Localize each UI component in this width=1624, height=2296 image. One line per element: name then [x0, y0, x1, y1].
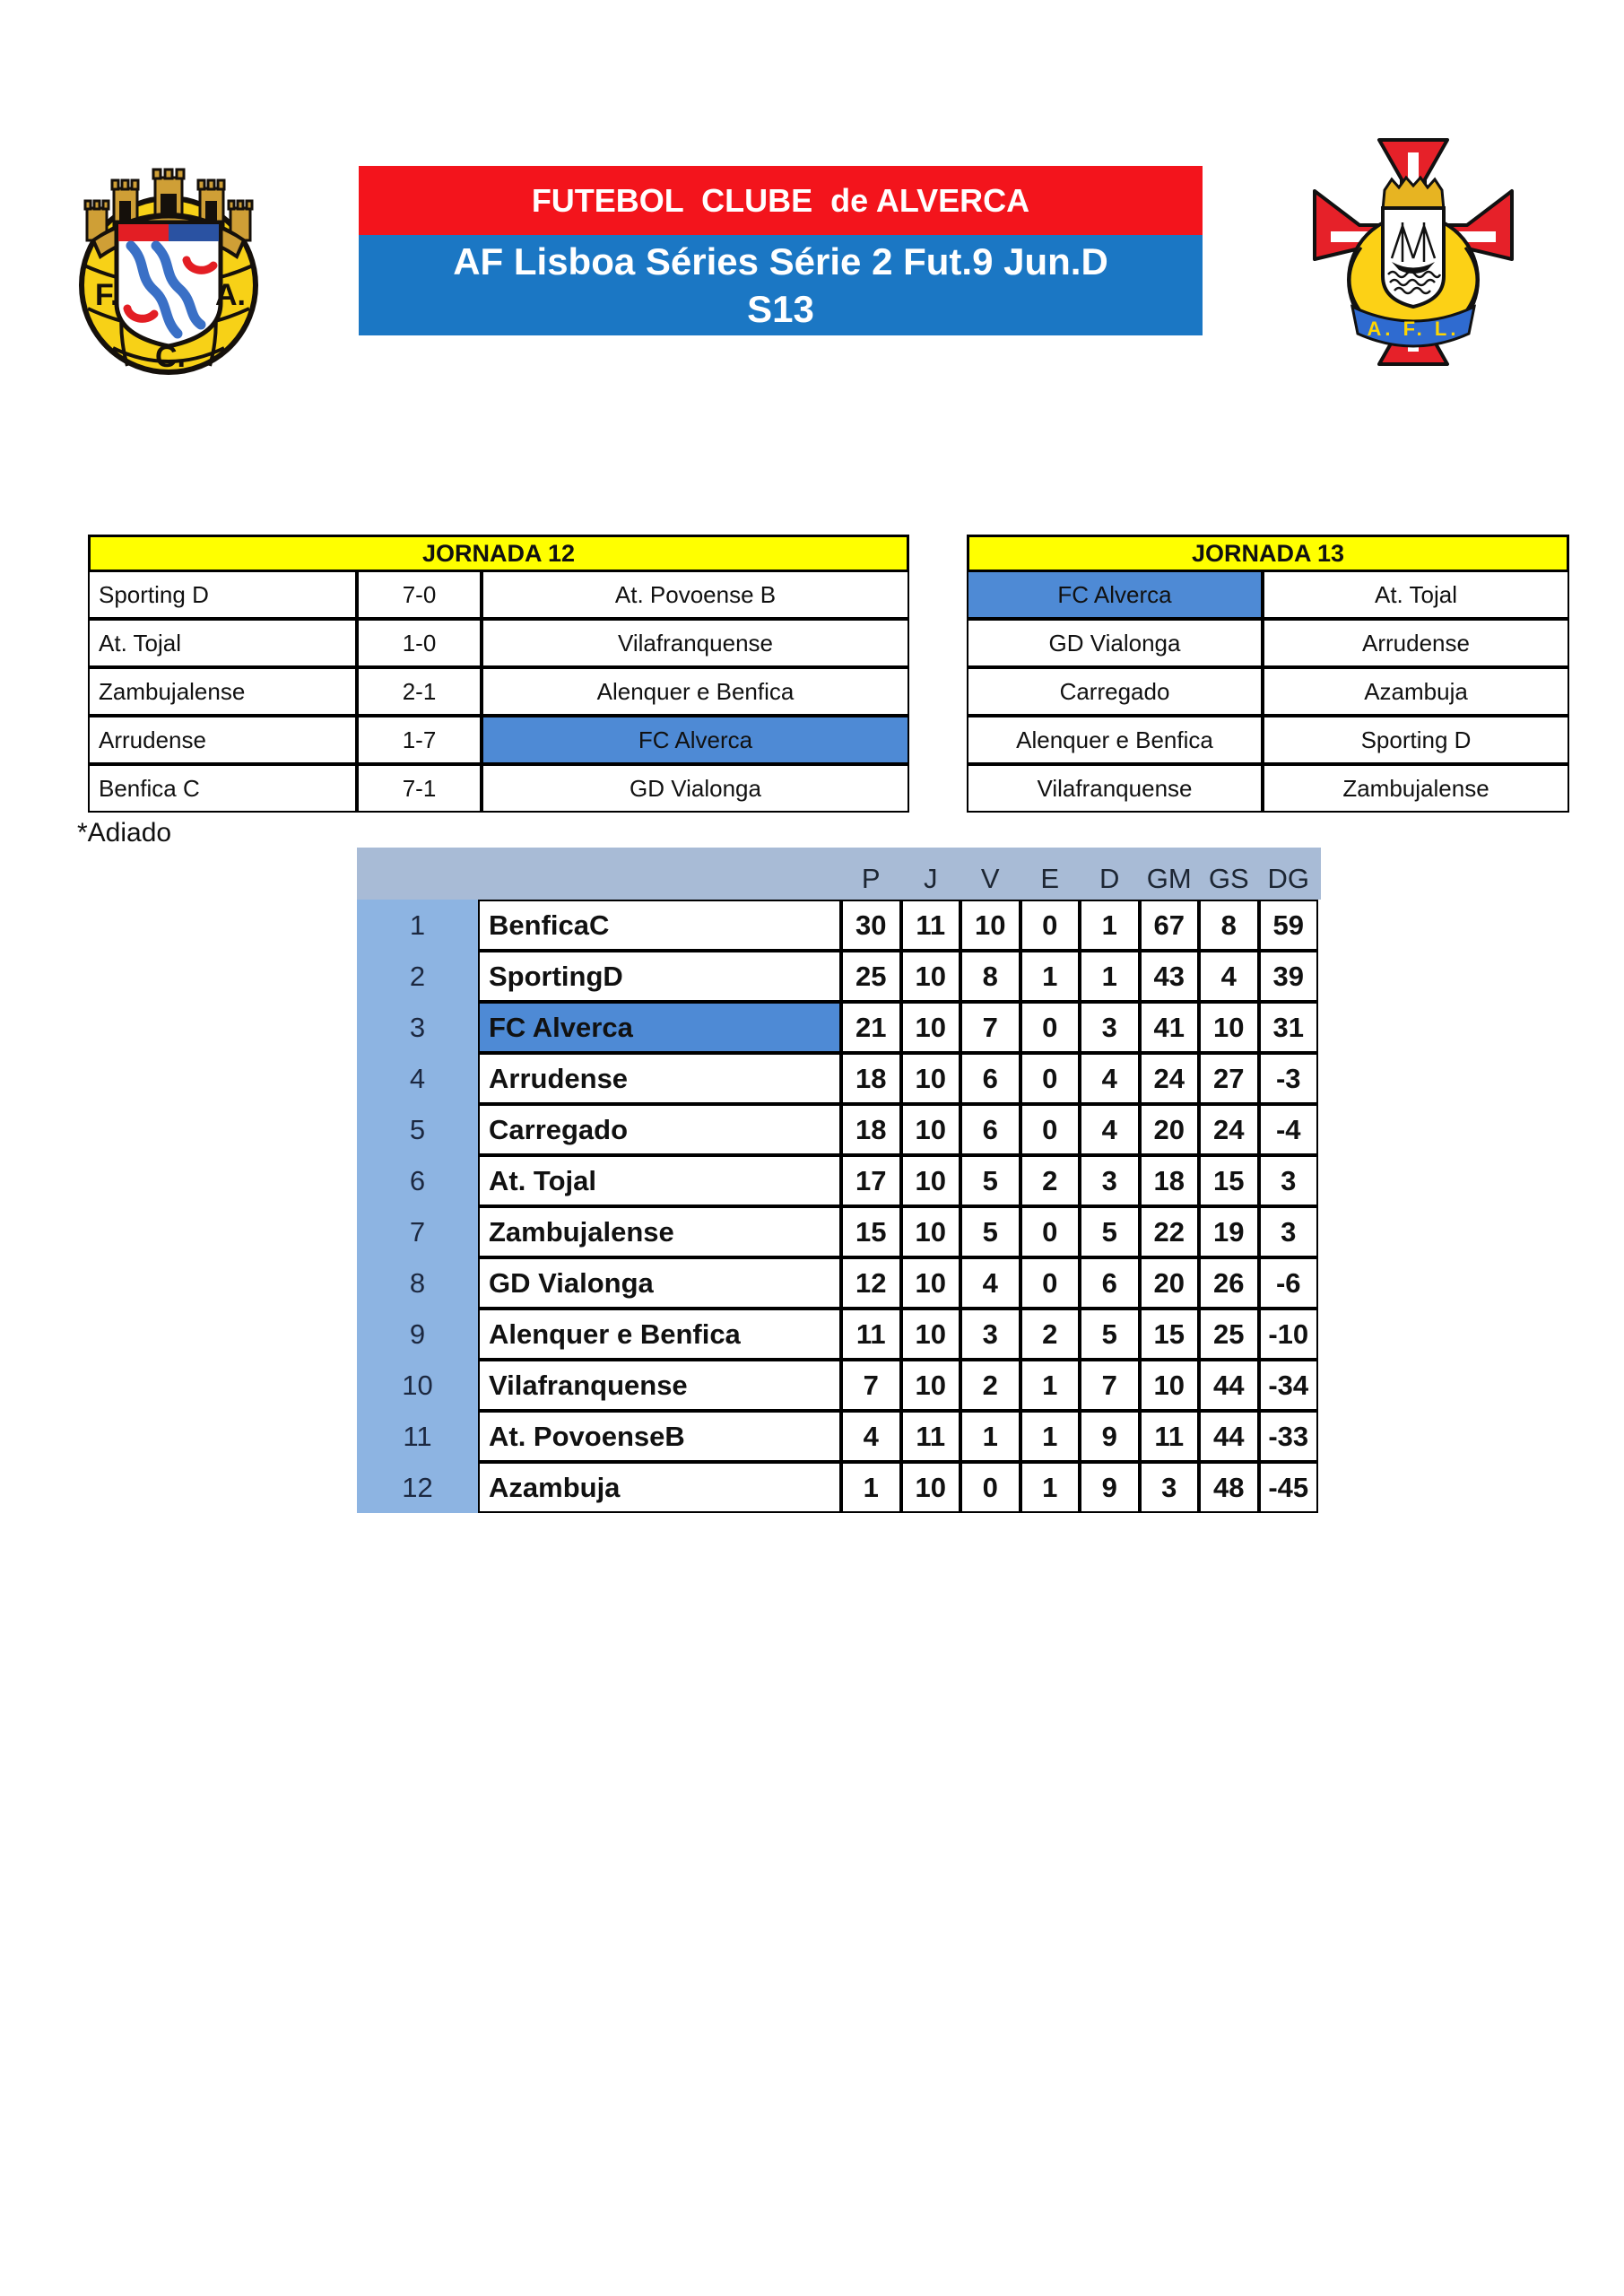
position-number: 7 [409, 1216, 426, 1248]
standings-table [357, 848, 1321, 1513]
position-number: 12 [402, 1472, 433, 1503]
stat-gs: 10 [1199, 1002, 1259, 1053]
stat-v: 8 [960, 951, 1020, 1002]
stat-j: 10 [901, 1257, 961, 1309]
afl-crest-icon [1307, 133, 1519, 371]
stat-v: 5 [960, 1206, 1020, 1257]
match-home-team: GD Vialonga [967, 619, 1263, 667]
stat-j: 11 [901, 900, 961, 951]
team-name: At. PovoenseB [478, 1411, 841, 1462]
column-header-gs: GS [1208, 863, 1249, 894]
stat-j: 10 [901, 1360, 961, 1411]
competition-line1: AF Lisboa Séries Série 2 Fut.9 Jun.D [453, 240, 1108, 283]
jornada12-title: JORNADA 12 [88, 535, 909, 570]
column-header-d: D [1099, 863, 1120, 894]
jornada12-table [88, 535, 909, 813]
stat-gm: 43 [1140, 951, 1200, 1002]
stat-v: 6 [960, 1053, 1020, 1104]
match-home-team: Vilafranquense [967, 764, 1263, 813]
stat-dg: 3 [1259, 1155, 1319, 1206]
stat-e: 0 [1020, 900, 1081, 951]
stat-e: 1 [1020, 951, 1081, 1002]
stat-p: 25 [841, 951, 901, 1002]
match-home-team: Sporting D [88, 570, 357, 619]
stat-e: 1 [1020, 1360, 1081, 1411]
column-header-v: V [980, 863, 1000, 894]
stat-v: 2 [960, 1360, 1020, 1411]
stat-dg: -6 [1259, 1257, 1319, 1309]
stat-gm: 20 [1140, 1104, 1200, 1155]
stat-gm: 3 [1140, 1462, 1200, 1513]
stat-p: 12 [841, 1257, 901, 1309]
stat-j: 11 [901, 1411, 961, 1462]
stat-v: 6 [960, 1104, 1020, 1155]
column-header-gm: GM [1146, 863, 1192, 894]
stat-gm: 41 [1140, 1002, 1200, 1053]
stat-gs: 44 [1199, 1411, 1259, 1462]
stat-e: 0 [1020, 1002, 1081, 1053]
team-name: Azambuja [478, 1462, 841, 1513]
match-away-team: Alenquer e Benfica [482, 667, 909, 716]
match-away-team: Vilafranquense [482, 619, 909, 667]
stat-gs: 27 [1199, 1053, 1259, 1104]
position-number: 9 [409, 1318, 426, 1350]
stat-dg: -10 [1259, 1309, 1319, 1360]
stat-j: 10 [901, 951, 961, 1002]
match-away-team: At. Tojal [1263, 570, 1569, 619]
header-banner [359, 166, 1203, 335]
stat-gs: 25 [1199, 1309, 1259, 1360]
stat-d: 9 [1080, 1411, 1140, 1462]
team-name: FC Alverca [478, 1002, 841, 1053]
match-home-team: At. Tojal [88, 619, 357, 667]
column-header-dg: DG [1267, 863, 1309, 894]
stat-v: 1 [960, 1411, 1020, 1462]
stat-e: 0 [1020, 1257, 1081, 1309]
stat-e: 2 [1020, 1155, 1081, 1206]
stat-p: 18 [841, 1053, 901, 1104]
club-title-bar [359, 166, 1203, 235]
match-score: 1-7 [357, 716, 482, 764]
stat-j: 10 [901, 1206, 961, 1257]
stat-gs: 19 [1199, 1206, 1259, 1257]
match-score: 1-0 [357, 619, 482, 667]
stat-p: 15 [841, 1206, 901, 1257]
position-number: 11 [403, 1421, 432, 1452]
stat-d: 9 [1080, 1462, 1140, 1513]
stat-d: 4 [1080, 1104, 1140, 1155]
team-name: Zambujalense [478, 1206, 841, 1257]
position-number: 2 [409, 961, 426, 992]
stat-dg: 31 [1259, 1002, 1319, 1053]
position-number: 6 [409, 1165, 426, 1196]
stat-dg: 39 [1259, 951, 1319, 1002]
competition-bar [359, 235, 1203, 335]
stat-d: 5 [1080, 1309, 1140, 1360]
stat-j: 10 [901, 1002, 961, 1053]
standings-column-headers [841, 848, 1318, 900]
position-number: 5 [409, 1114, 426, 1145]
stat-d: 5 [1080, 1206, 1140, 1257]
svg-text:A. F. L.: A. F. L. [1367, 317, 1460, 340]
stat-d: 1 [1080, 900, 1140, 951]
team-name: GD Vialonga [478, 1257, 841, 1309]
stat-e: 2 [1020, 1309, 1081, 1360]
stat-e: 1 [1020, 1462, 1081, 1513]
stat-e: 0 [1020, 1053, 1081, 1104]
match-home-team: Carregado [967, 667, 1263, 716]
club-title: FUTEBOL CLUBE de ALVERCA [531, 181, 1030, 219]
team-name: BenficaC [478, 900, 841, 951]
match-home-team: FC Alverca [967, 570, 1263, 619]
stat-gs: 24 [1199, 1104, 1259, 1155]
stat-d: 4 [1080, 1053, 1140, 1104]
stat-gm: 67 [1140, 900, 1200, 951]
match-home-team: Alenquer e Benfica [967, 716, 1263, 764]
match-away-team: FC Alverca [482, 716, 909, 764]
svg-text:A.: A. [215, 278, 246, 312]
stat-gs: 4 [1199, 951, 1259, 1002]
stat-e: 1 [1020, 1411, 1081, 1462]
stat-gm: 11 [1140, 1411, 1200, 1462]
match-score: 7-0 [357, 570, 482, 619]
stat-dg: -34 [1259, 1360, 1319, 1411]
stat-gm: 20 [1140, 1257, 1200, 1309]
standings-position-column [357, 900, 478, 1513]
position-number: 4 [409, 1063, 426, 1094]
position-number: 8 [409, 1267, 426, 1299]
match-home-team: Benfica C [88, 764, 357, 813]
stat-p: 30 [841, 900, 901, 951]
stat-gm: 24 [1140, 1053, 1200, 1104]
stat-e: 0 [1020, 1206, 1081, 1257]
stat-p: 1 [841, 1462, 901, 1513]
jornada13-body [967, 570, 1569, 813]
column-header-j: J [924, 863, 938, 894]
match-away-team: GD Vialonga [482, 764, 909, 813]
stat-v: 5 [960, 1155, 1020, 1206]
competition-line2: S13 [747, 288, 814, 330]
jornada13-title: JORNADA 13 [967, 535, 1569, 570]
stat-j: 10 [901, 1309, 961, 1360]
stat-dg: 59 [1259, 900, 1319, 951]
team-name: Vilafranquense [478, 1360, 841, 1411]
match-away-team: Arrudense [1263, 619, 1569, 667]
jornada12-body [88, 570, 909, 813]
stat-gs: 15 [1199, 1155, 1259, 1206]
stat-j: 10 [901, 1155, 961, 1206]
stat-dg: -3 [1259, 1053, 1319, 1104]
team-name: Arrudense [478, 1053, 841, 1104]
stat-v: 3 [960, 1309, 1020, 1360]
fc-alverca-crest-icon [63, 131, 274, 378]
match-home-team: Arrudense [88, 716, 357, 764]
svg-text:F.: F. [95, 278, 119, 312]
stat-j: 10 [901, 1053, 961, 1104]
team-name: SportingD [478, 951, 841, 1002]
team-name: Carregado [478, 1104, 841, 1155]
stat-j: 10 [901, 1462, 961, 1513]
stat-gs: 44 [1199, 1360, 1259, 1411]
stat-p: 17 [841, 1155, 901, 1206]
team-name: Alenquer e Benfica [478, 1309, 841, 1360]
stat-dg: -45 [1259, 1462, 1319, 1513]
position-number: 10 [402, 1370, 433, 1401]
match-away-team: At. Povoense B [482, 570, 909, 619]
position-number: 1 [409, 909, 426, 941]
stat-dg: -33 [1259, 1411, 1319, 1462]
stat-p: 7 [841, 1360, 901, 1411]
stat-d: 7 [1080, 1360, 1140, 1411]
stat-gm: 18 [1140, 1155, 1200, 1206]
match-score: 2-1 [357, 667, 482, 716]
stat-dg: 3 [1259, 1206, 1319, 1257]
stat-p: 11 [841, 1309, 901, 1360]
stat-j: 10 [901, 1104, 961, 1155]
stat-d: 1 [1080, 951, 1140, 1002]
stat-gs: 48 [1199, 1462, 1259, 1513]
stat-gm: 22 [1140, 1206, 1200, 1257]
stat-dg: -4 [1259, 1104, 1319, 1155]
stat-p: 21 [841, 1002, 901, 1053]
stat-v: 7 [960, 1002, 1020, 1053]
match-away-team: Sporting D [1263, 716, 1569, 764]
stat-gs: 26 [1199, 1257, 1259, 1309]
position-number: 3 [409, 1012, 426, 1043]
stat-gm: 10 [1140, 1360, 1200, 1411]
stat-d: 6 [1080, 1257, 1140, 1309]
postponed-note: *Adiado [77, 818, 172, 848]
column-header-e: E [1040, 863, 1060, 894]
jornada13-table [967, 535, 1569, 813]
stat-v: 10 [960, 900, 1020, 951]
column-header-p: P [861, 863, 881, 894]
match-home-team: Zambujalense [88, 667, 357, 716]
stat-d: 3 [1080, 1002, 1140, 1053]
match-score: 7-1 [357, 764, 482, 813]
team-name: At. Tojal [478, 1155, 841, 1206]
stat-gs: 8 [1199, 900, 1259, 951]
standings-body [478, 900, 1318, 1513]
match-away-team: Zambujalense [1263, 764, 1569, 813]
stat-e: 0 [1020, 1104, 1081, 1155]
svg-text:C.: C. [155, 340, 186, 374]
stat-p: 18 [841, 1104, 901, 1155]
stat-gm: 15 [1140, 1309, 1200, 1360]
match-away-team: Azambuja [1263, 667, 1569, 716]
stat-d: 3 [1080, 1155, 1140, 1206]
stat-p: 4 [841, 1411, 901, 1462]
stat-v: 4 [960, 1257, 1020, 1309]
stat-v: 0 [960, 1462, 1020, 1513]
